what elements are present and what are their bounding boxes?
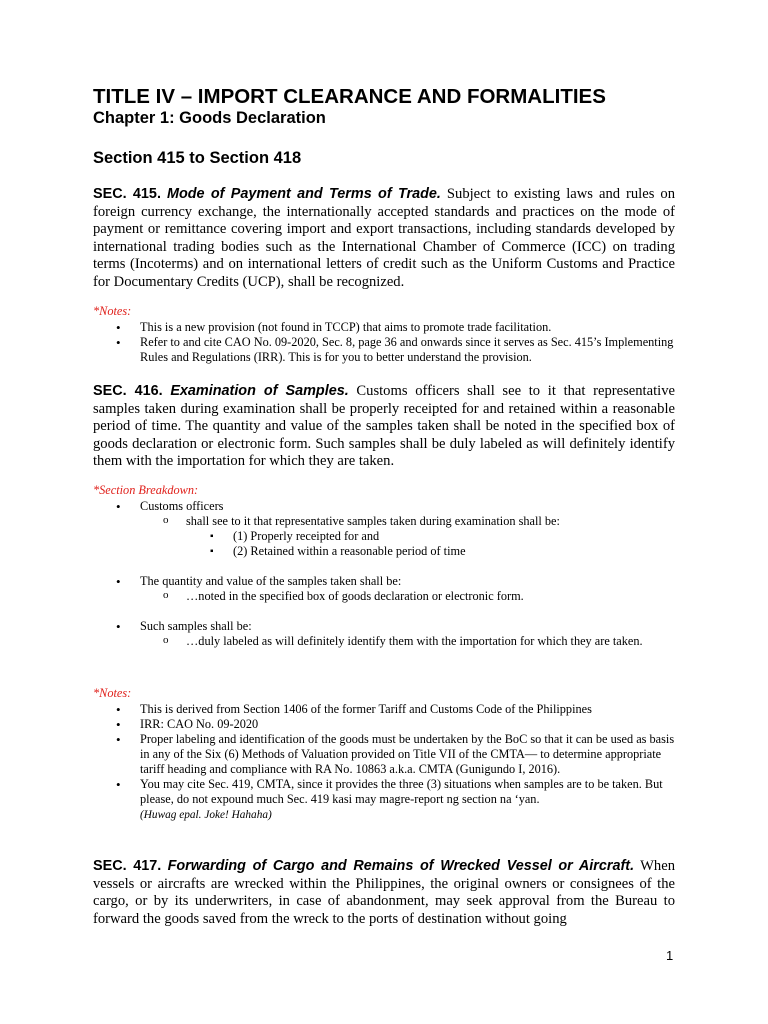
sec-417-label: SEC. 417. [93, 858, 162, 874]
list-item: ▪ (2) Retained within a reasonable period of time [0, 544, 676, 559]
sec-417-body: When vessels or aircrafts are wrecked within the Philippines, the original owners or consignees of the cargo, or by its underwriters, in case of abandonment, may seek approval from the Bureau to forward the goods saved from the wreck to the ports of destination without going [93, 858, 675, 927]
list-item: o …noted in the specified box of goods declaration or electronic form. [0, 589, 676, 604]
sec-415-paragraph [93, 186, 675, 291]
sec-416-heading: Examination of Samples. [170, 383, 349, 399]
list-spacer [0, 604, 676, 619]
list-item: ▪ (1) Properly receipted for and [0, 529, 676, 544]
sec-415-notes-label: *Notes: [93, 304, 132, 318]
list-item: • Such samples shall be: [0, 619, 676, 634]
list-item: • This is a new provision (not found in TCCP) that aims to promote trade facilitation. [0, 320, 676, 335]
list-item: • The quantity and value of the samples taken shall be: [0, 574, 676, 589]
sec-416-label: SEC. 416. [93, 383, 163, 399]
sec-415-heading: Mode of Payment and Terms of Trade. [166, 186, 441, 202]
note-text: You may cite Sec. 419, CMTA, since it provides the three (3) situations when samples are to be taken. But please, do not expound much Sec. 419 kasi may magre-report ng section na ‘yan. [140, 777, 663, 806]
list-item: o shall see to it that representative samples taken during examination shall be: [0, 514, 676, 529]
sec-417-heading: Forwarding of Cargo and Remains of Wrecked Vessel or Aircraft. [167, 858, 635, 874]
sec-415-label: SEC. 415. [93, 186, 161, 202]
list-item: • Customs officers [0, 499, 676, 514]
section-range-heading: Section 415 to Section 418 [93, 149, 302, 167]
chapter-heading: Chapter 1: Goods Declaration [93, 109, 326, 127]
sec-417-paragraph [93, 858, 675, 928]
list-item: • Refer to and cite CAO No. 09-2020, Sec. 8, page 36 and onwards since it serves as Sec. 415’s Implementing Rules and Regulations (IRR). This is for you to better understand the provision. [0, 335, 676, 365]
sec-416-breakdown-label: *Section Breakdown: [93, 483, 199, 497]
list-item: • This is derived from Section 1406 of the former Tariff and Customs Code of the Philippines [0, 702, 676, 717]
sec-415-notes-list [0, 320, 768, 365]
list-item [0, 777, 676, 823]
sec-416-breakdown-list [0, 499, 768, 649]
sec-416-paragraph [93, 383, 675, 471]
sec-416-notes-list [0, 702, 768, 823]
sec-416-notes-label: *Notes: [93, 686, 132, 700]
sec-416-body: Customs officers shall see to it that representative samples taken during examination shall be properly receipted for and retained within a reasonable period of time. The quantity and value of the samples taken shall be noted in the specified box of goods declaration or electronic form. Such samples shall be duly labeled as will definitely identify them with the importation for which they are taken. [93, 383, 675, 469]
page-number: 1 [666, 948, 674, 963]
list-item: • IRR: CAO No. 09-2020 [0, 717, 676, 732]
list-item: o …duly labeled as will definitely identify them with the importation for which they are taken. [0, 634, 676, 649]
note-aside: (Huwag epal. Joke! Hahaha) [140, 809, 272, 821]
list-spacer [0, 559, 676, 574]
document-title: TITLE IV – IMPORT CLEARANCE AND FORMALITIES [93, 85, 606, 108]
list-item: • Proper labeling and identification of the goods must be undertaken by the BoC so that it can be used as basis in any of the Six (6) Methods of Valuation provided on Title VII of the CMTA— to determine appropriate tariff heading and compliance with RA No. 10863 a.k.a. CMTA (Gunigundo I, 2016). [0, 732, 676, 777]
sec-415-body: Subject to existing laws and rules on foreign currency exchange, the internationally accepted standards and practices on the mode of payment or remittance covering import and export transactions, including standards developed by international trading bodies such as the International Chamber of Commerce (ICC) on trading terms (Incoterms) and on international letters of credit such as the Uniform Customs and Practice for Documentary Credits (UCP), shall be recognized. [93, 186, 675, 290]
